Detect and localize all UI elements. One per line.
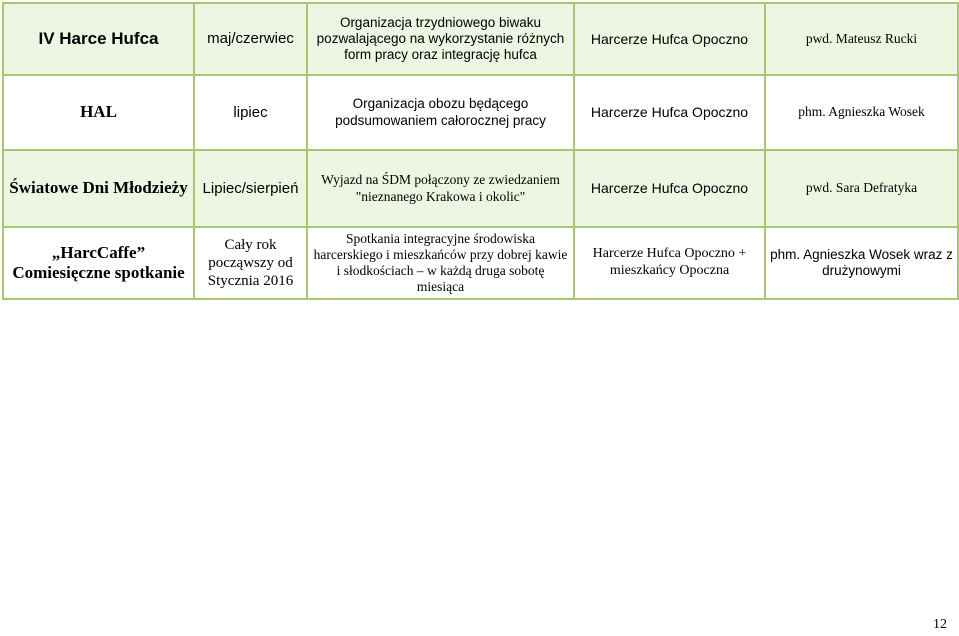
event-date: maj/czerwiec [194,3,307,75]
event-leader: phm. Agnieszka Wosek wraz z drużynowymi [765,227,958,299]
event-name-title: „HarcCaffe” [51,242,146,262]
table-row [3,75,958,150]
event-leader: pwd. Sara Defratyka [765,150,958,227]
event-date: Lipiec/sierpień [194,150,307,227]
event-description: Organizacja obozu będącego podsumowaniem całorocznej pracy [307,75,574,150]
event-date: lipiec [194,75,307,150]
event-description: Spotkania integracyjne środowiska harcerskiego i mieszkańców przy dobrej kawie i słodkościach – w każdą druga sobotę miesiąca [307,227,574,299]
table-row [3,3,958,75]
table-row [3,227,958,299]
event-name-subtitle: Comiesięczne spotkanie [12,263,185,282]
page-number: 12 [933,617,947,632]
event-description: Wyjazd na ŚDM połączony ze zwiedzaniem "nieznanego Krakowa i okolic" [307,150,574,227]
event-name [3,227,194,299]
event-name: IV Harce Hufca [3,3,194,75]
event-participants: Harcerze Hufca Opoczno [574,150,765,227]
event-participants: Harcerze Hufca Opoczno + mieszkańcy Opoczna [574,227,765,299]
event-participants: Harcerze Hufca Opoczno [574,75,765,150]
event-description: Organizacja trzydniowego biwaku pozwalającego na wykorzystanie różnych form pracy oraz integrację hufca [307,3,574,75]
table-row [3,150,958,227]
event-name: HAL [3,75,194,150]
event-leader: phm. Agnieszka Wosek [765,75,958,150]
event-name: Światowe Dni Młodzieży [3,150,194,227]
event-date: Cały rok począwszy od Stycznia 2016 [194,227,307,299]
activities-table [2,2,959,300]
event-leader: pwd. Mateusz Rucki [765,3,958,75]
event-participants: Harcerze Hufca Opoczno [574,3,765,75]
